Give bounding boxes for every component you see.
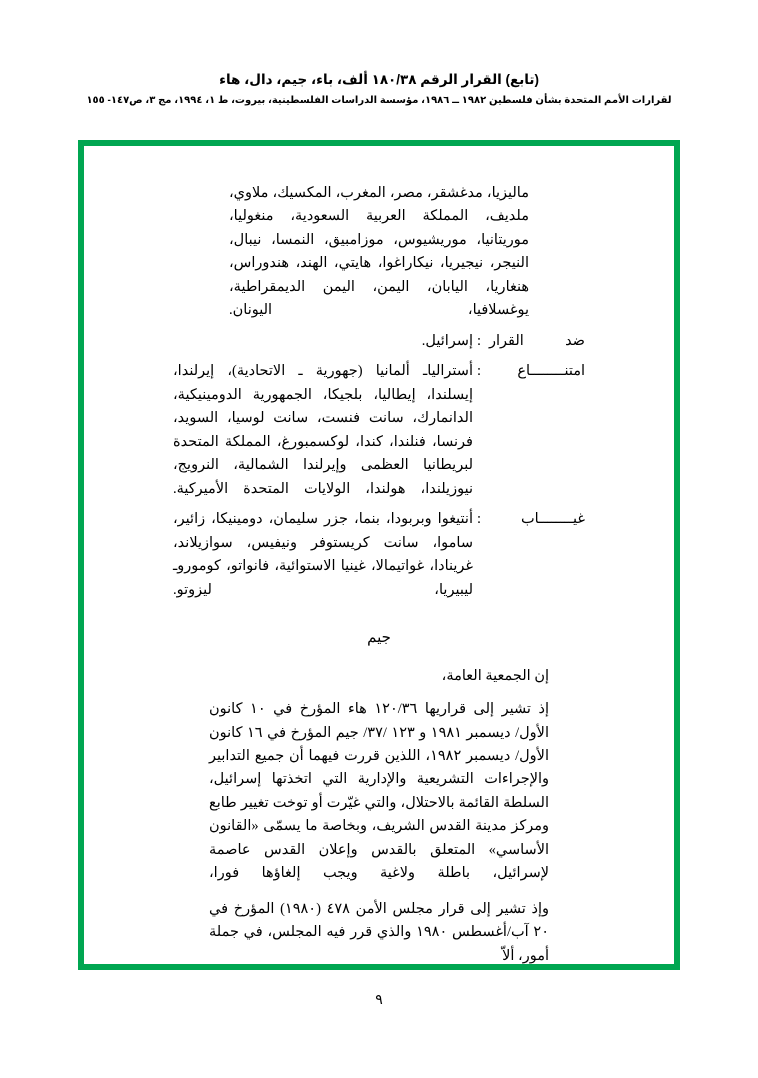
vote-text-against: إسرائيل. <box>421 332 473 349</box>
vote-row-against <box>110 330 648 353</box>
vote-text-abstained: أسترالياـ ألمانيا (جهورية ـ الاتحادية)، إيرلندا، إيسلندا، إيطاليا، بلجيكا، الجمهورية الدومينيكية، الدانمارك، سانت فنست، سانت لوسيا، السويد، فرنسا، فنلندا، كندا، لوكسمبورغ، المملكة المتحدة لبريطانيا العظمى وإيرلندا الشمالية، النرويج، نيوزيلندا، هولندا، الولايات المتحدة الأميركية. <box>173 363 473 497</box>
vote-label-against: ضد القرار <box>489 332 585 349</box>
vote-label-absent: غيــــــــاب <box>520 511 585 528</box>
vote-colon-abstained: : <box>476 363 482 380</box>
vote-colon-absent: : <box>476 511 482 528</box>
page-header <box>0 72 758 106</box>
page-title: (تابع) القرار الرقم ١٨٠/٣٨ ألف، باء، جيم، دال، هاء <box>219 72 539 87</box>
vote-colon-against: : <box>476 332 482 349</box>
vote-row-abstained <box>110 360 648 501</box>
country-list-text: ماليزيا، مدغشقر، مصر، المغرب، المكسيك، ملاوي، ملديف، المملكة العربية السعودية، منغوليا، موريتانيا، موريشيوس، موزامبيق، النمسا، نيبال، النيجر، نيجيريا، نيكاراغوا، هايتي، الهند، هندوراس، هنغاريا، اليابان، اليمن، اليمن الديمقراطية، يوغسلافيا، اليونان. <box>229 185 529 319</box>
general-assembly-line: إن الجمعية العامة، <box>441 667 549 684</box>
page-number: ٩ <box>375 993 383 1008</box>
vote-label-abstained: امتنــــــــاع <box>517 363 585 380</box>
vote-text-absent: أنتيغوا وبربودا، بنما، جزر سليمان، دومينيكا، زائير، ساموا، سانت كريستوفر ونيفيس، سوازيلاند، غرينادا، غواتيمالا، غينيا الاستوائية، فانواتو، كوموروـ ليبيريا، ليزوتو. <box>173 511 473 598</box>
document-source-citation: لقرارات الأمم المتحدة بشأن فلسطين ١٩٨٢ ــ ١٩٨٦، مؤسسة الدراسات الفلسطينية، بيروت، ط ١، ١٩٩٤، مج ٣، ص١٤٧- ١٥٥ <box>86 95 672 106</box>
resolution-paragraph-1: إذ تشير إلى قراريها ١٢٠/٣٦ هاء المؤرخ في ١٠ كانون الأول/ ديسمبر ١٩٨١ و ١٢٣ /٣٧/ جيم المؤرخ في ١٦ كانون الأول/ ديسمبر ١٩٨٢، اللذين قررت فيهما أن جميع التدابير والإجراءات التشريعية والإدارية التي اتخذتها إسرائيل، السلطة القائمة بالاحتلال، والتي غيّرت أو توخت تغيير طابع ومركز مدينة القدس الشريف، وبخاصة ما يسمّى «القانون الأساسي» المتعلق بالقدس وإعلان القدس عاصمة لإسرائيل، باطلة ولاغية ويجب إلغاؤها فورا، <box>209 701 549 882</box>
resolution-paragraph-2: وإذ تشير إلى قرار مجلس الأمن ٤٧٨ (١٩٨٠) المؤرخ في ٢٠ آب/أغسطس ١٩٨٠ والذي قرر فيه المجلس، في جملة أمور، ألاّ <box>209 900 549 964</box>
section-letter-heading: جيم <box>367 630 391 647</box>
country-list-continued <box>229 182 529 323</box>
document-body <box>78 182 680 964</box>
vote-row-absent <box>110 508 648 602</box>
